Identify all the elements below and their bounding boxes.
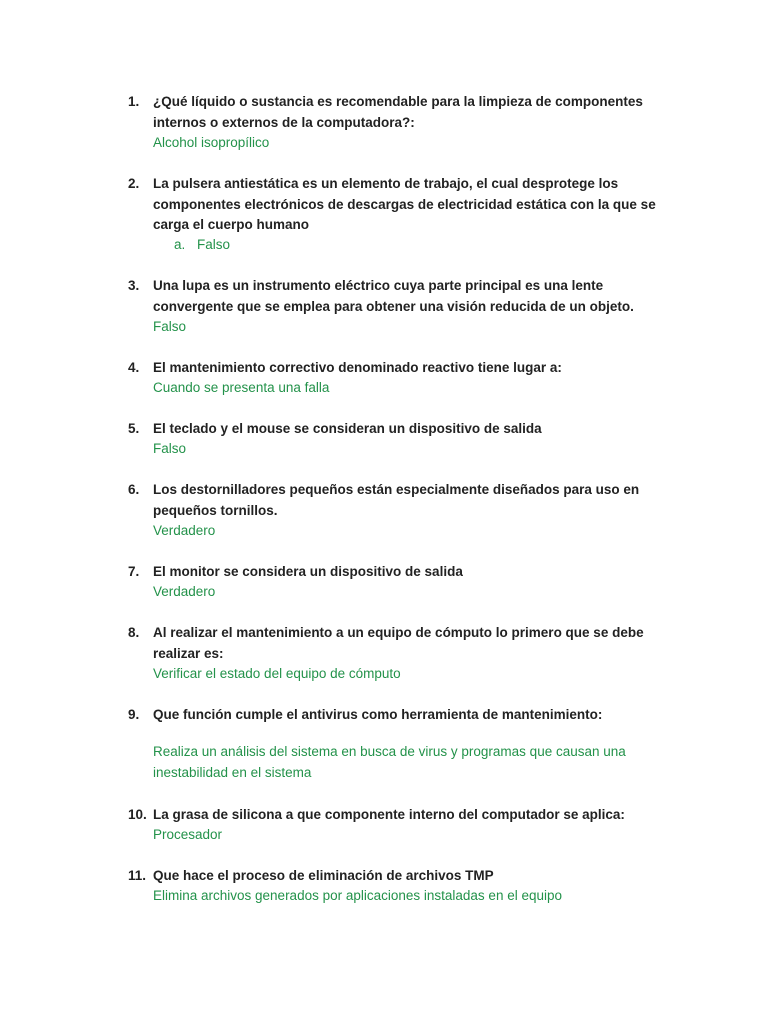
question-line: carga el cuerpo humano <box>153 217 310 232</box>
question-text <box>153 705 653 726</box>
question-number: 4. <box>128 360 140 375</box>
answer-line: Alcohol isopropílico <box>153 135 270 150</box>
answer-line: Verificar el estado del equipo de cómputo <box>153 666 401 681</box>
question-text <box>153 866 653 887</box>
answer-text <box>153 825 653 846</box>
answer-text: Falso <box>197 237 231 252</box>
question-line: ¿Qué líquido o sustancia es recomendable para la limpieza de componentes <box>153 94 643 109</box>
question-line: internos o externos de la computadora?: <box>153 114 415 130</box>
question-line: Al realizar el mantenimiento a un equipo de cómputo lo primero que se debe <box>153 625 644 640</box>
answer-list-letter: a. <box>174 237 186 252</box>
question-line: realizar es: <box>153 645 224 661</box>
answer-line: Verdadero <box>153 584 216 599</box>
question-line: convergente que se emplea para obtener una visión reducida de un objeto. <box>153 298 634 314</box>
answer-text <box>153 742 653 783</box>
question-number: 1. <box>128 94 140 109</box>
question-text <box>153 562 653 583</box>
answer-line: Procesador <box>153 827 223 842</box>
answer-text <box>153 378 653 399</box>
answer-line: Falso <box>153 441 187 456</box>
answer-text <box>153 886 653 907</box>
question-line: Que hace el proceso de eliminación de archivos TMP <box>153 868 494 883</box>
question-number: 3. <box>128 278 140 293</box>
question-text <box>153 480 653 521</box>
question-number: 11. <box>128 868 147 883</box>
question-number: 7. <box>128 564 140 579</box>
question-text <box>153 92 653 133</box>
question-number: 2. <box>128 176 140 191</box>
question-text <box>153 276 653 317</box>
answer-text <box>153 582 653 603</box>
answer-line: Cuando se presenta una falla <box>153 380 330 395</box>
answer-text <box>153 317 653 338</box>
answer-text <box>153 133 653 154</box>
answer-line: Falso <box>153 319 187 334</box>
question-line: La grasa de silicona a que componente interno del computador se aplica: <box>153 807 625 822</box>
question-number: 10. <box>128 807 147 822</box>
question-line: La pulsera antiestática es un elemento de trabajo, el cual desprotege los <box>153 176 619 191</box>
question-text <box>153 358 653 379</box>
question-number: 5. <box>128 421 140 436</box>
answer-text <box>153 521 653 542</box>
answer-line: inestabilidad en el sistema <box>153 764 312 780</box>
question-number: 6. <box>128 482 140 497</box>
answer-text <box>153 664 653 685</box>
question-line: El mantenimiento correctivo denominado reactivo tiene lugar a: <box>153 360 562 375</box>
question-line: Los destornilladores pequeños están especialmente diseñados para uso en <box>153 482 640 497</box>
answer-text <box>153 439 653 460</box>
question-line: El teclado y el mouse se consideran un dispositivo de salida <box>153 421 542 436</box>
question-text <box>153 805 653 826</box>
question-line: pequeños tornillos. <box>153 502 278 518</box>
answer-line: Realiza un análisis del sistema en busca de virus y programas que causan una <box>153 744 626 759</box>
question-line: Que función cumple el antivirus como herramienta de mantenimiento: <box>153 707 603 722</box>
question-number: 8. <box>128 625 140 640</box>
question-text <box>153 419 653 440</box>
question-text <box>153 623 653 664</box>
answer-line: Elimina archivos generados por aplicaciones instaladas en el equipo <box>153 888 563 903</box>
question-line: Una lupa es un instrumento eléctrico cuya parte principal es una lente <box>153 278 604 293</box>
question-text <box>153 174 656 236</box>
answer-line: Verdadero <box>153 523 216 538</box>
question-line: El monitor se considera un dispositivo de salida <box>153 564 463 579</box>
question-line: componentes electrónicos de descargas de electricidad estática con la que se <box>153 196 656 212</box>
question-number: 9. <box>128 707 140 722</box>
